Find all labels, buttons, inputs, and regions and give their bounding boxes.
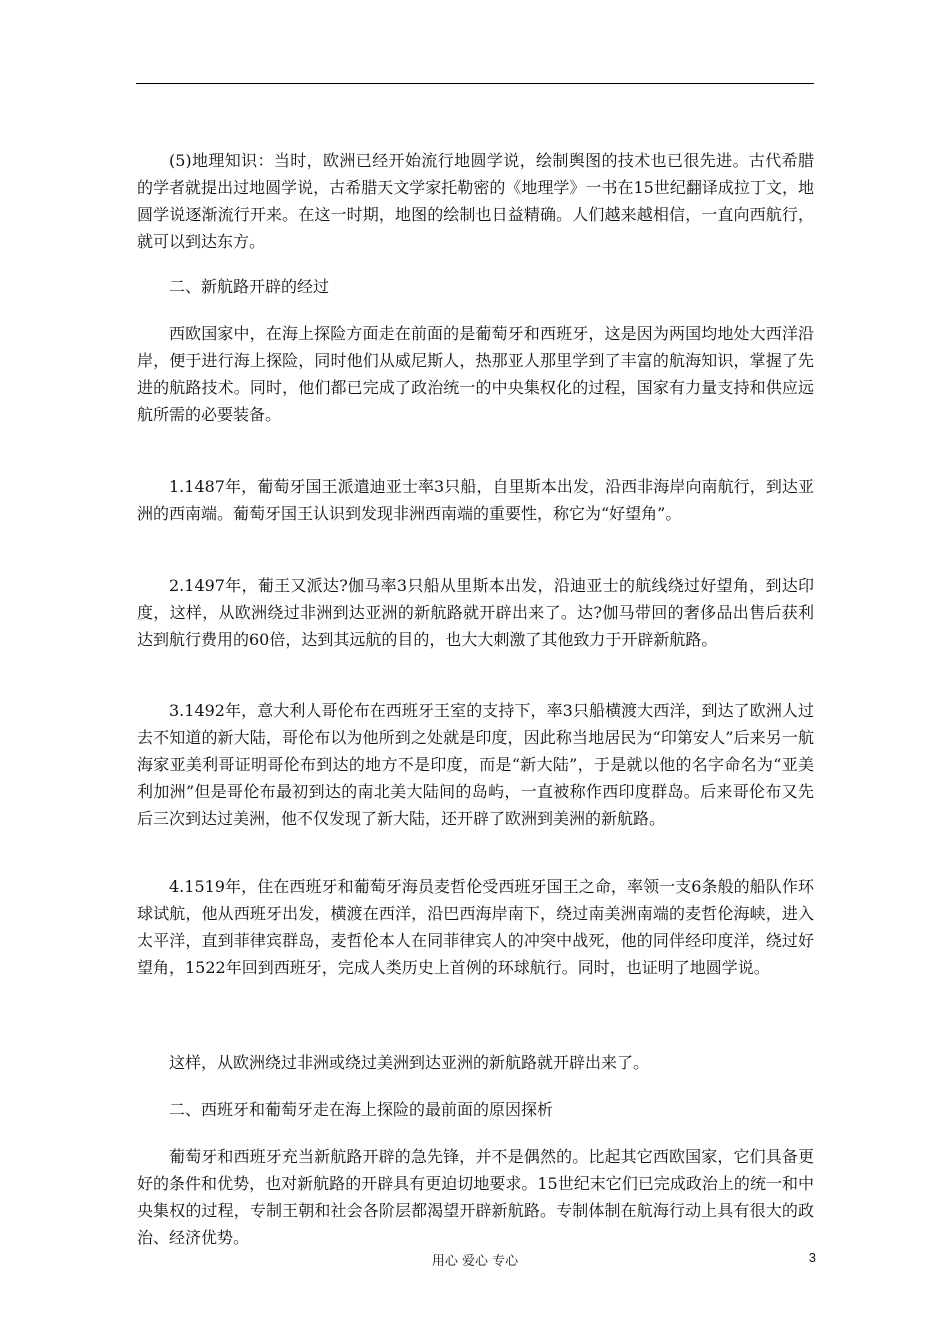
page-number: 3 bbox=[808, 1250, 816, 1265]
header-rule bbox=[136, 83, 814, 84]
paragraph-dias-1487: 1.1487年，葡萄牙国王派遣迪亚士率3只船，自里斯本出发，沿西非海岸向南航行，到达亚洲的西南端。葡萄牙国王认识到发现非洲西南端的重要性，称它为“好望角”。 bbox=[137, 477, 814, 523]
paragraph-magellan-1519: 4.1519年，住在西班牙和葡萄牙海员麦哲伦受西班牙国王之命，率领一支6条般的船队作环球试航，他从西班牙出发，横渡在西洋，沿巴西海岸南下，绕过南美洲南端的麦哲伦海峡，进入太平洋，直到菲律宾群岛，麦哲伦本人在同菲律宾人的冲突中战死，他的同伴经印度洋，绕过好望角，1522年回到西班牙，完成人类历史上首例的环球航行。同时，也证明了地圆学说。 bbox=[137, 877, 814, 977]
paragraph-geography-knowledge: (5)地理知识：当时，欧洲已经开始流行地圆学说，绘制舆图的技术也已很先进。古代希腊的学者就提出过地圆学说，古希腊天文学家托勒密的《地理学》一书在15世纪翻译成拉丁文，地圆学说逐渐流行开来。在这一时期，地图的绘制也日益精确。人们越来越相信，一直向西航行，就可以到达东方。 bbox=[137, 151, 814, 251]
paragraph-gama-1497: 2.1497年，葡王又派达?伽马率3只船从里斯本出发，沿迪亚士的航线绕过好望角，到达印度，这样，从欧洲绕过非洲到达亚洲的新航路就开辟出来了。达?伽马带回的奢侈品出售后获利达到航行费用的60倍，达到其远航的目的，也大大刺激了其他致力于开辟新航路。 bbox=[137, 576, 814, 649]
section-heading-causes: 二、西班牙和葡萄牙走在海上探险的最前面的原因探析 bbox=[169, 1100, 554, 1119]
footer-motto: 用心 爱心 专心 bbox=[431, 1254, 519, 1269]
paragraph-western-europe: 西欧国家中，在海上探险方面走在前面的是葡萄牙和西班牙，这是因为两国均地处大西洋沿岸，便于进行海上探险，同时他们从威尼斯人，热那亚人那里学到了丰富的航海知识，掌握了先进的航路技术。同时，他们都已完成了政治统一的中央集权化的过程，国家有力量支持和供应远航所需的必要装备。 bbox=[137, 324, 814, 424]
paragraph-summary: 这样，从欧洲绕过非洲或绕过美洲到达亚洲的新航路就开辟出来了。 bbox=[169, 1053, 650, 1072]
paragraph-columbus-1492: 3.1492年，意大利人哥伦布在西班牙王室的支持下，率3只船横渡大西洋，到达了欧洲人过去不知道的新大陆，哥伦布以为他所到之处就是印度，因此称当地居民为“印第安人”后来另一航海家亚美利哥证明哥伦布到达的地方不是印度，而是“新大陆”，于是就以他的名字命名为“亚美利加洲”但是哥伦布最初到达的南北美大陆间的岛屿，一直被称作西印度群岛。后来哥伦布又先后三次到达过美洲，他不仅发现了新大陆，还开辟了欧洲到美洲的新航路。 bbox=[137, 701, 814, 828]
paragraph-spain-portugal: 葡萄牙和西班牙充当新航路开辟的急先锋，并不是偶然的。比起其它西欧国家，它们具备更好的条件和优势，也对新航路的开辟具有更迫切地要求。15世纪末它们已完成政治上的统一和中央集权的过程，专制王朝和社会各阶层都渴望开辟新航路。专制体制在航海行动上具有很大的政治、经济优势。 bbox=[137, 1147, 814, 1247]
section-heading-route-process: 二、新航路开辟的经过 bbox=[169, 277, 330, 296]
